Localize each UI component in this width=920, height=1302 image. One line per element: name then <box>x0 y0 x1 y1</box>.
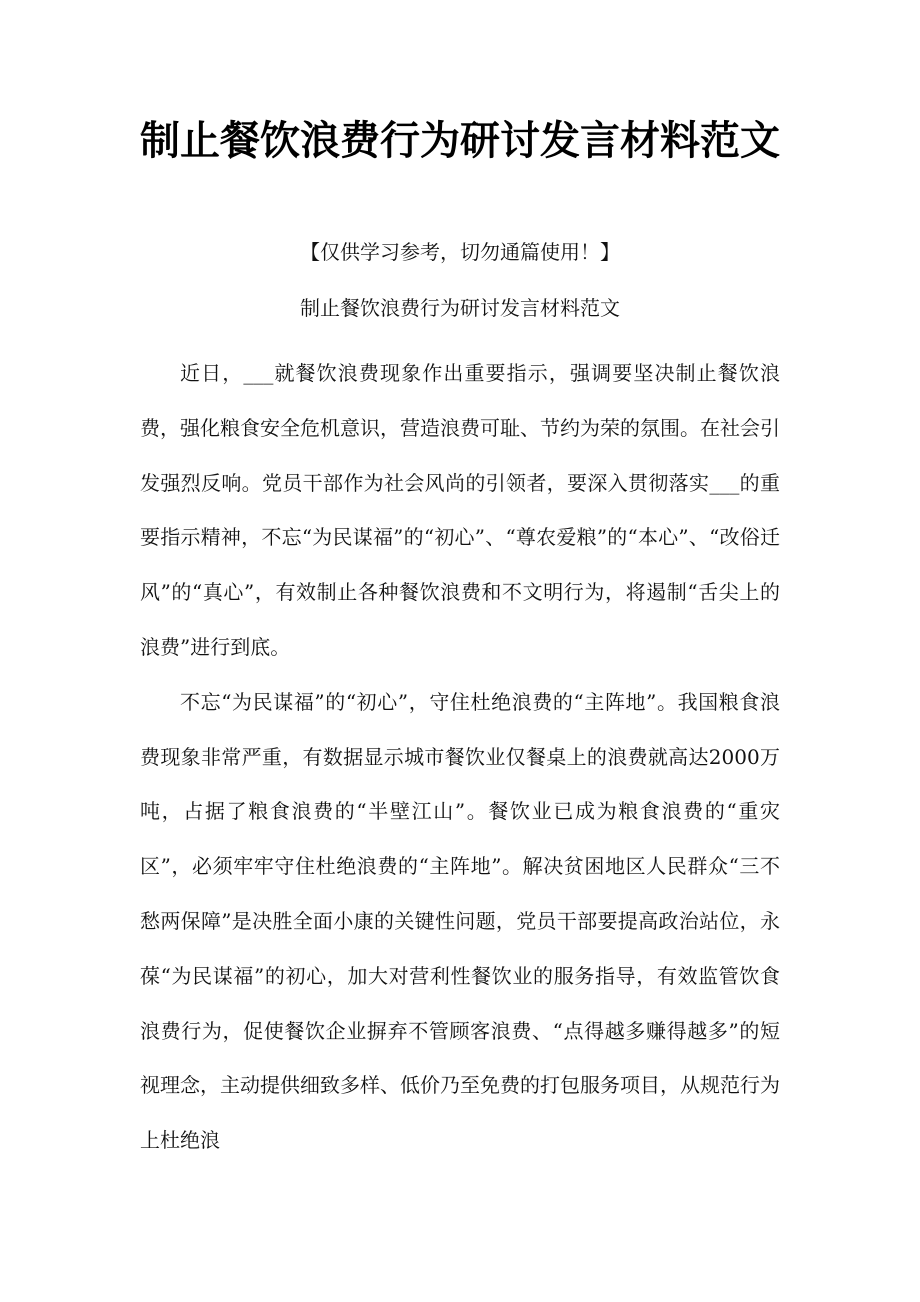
paragraph-2: 不忘“为民谋福”的“初心”，守住杜绝浪费的“主阵地”。我国粮食浪费现象非常严重，有数据显示城市餐饮业仅餐桌上的浪费就高达2000万吨，占据了粮食浪费的“半壁江山”。餐饮业已成为粮食浪费的“重灾区”，必须牢牢守住杜绝浪费的“主阵地”。解决贫困地区人民群众“三不愁两保障”是决胜全面小康的关键性问题，党员干部要提高政治站位，永葆“为民谋福”的初心，加大对营利性餐饮业的服务指导，有效监管饮食浪费行为，促使餐饮企业摒弃不管顾客浪费、“点得越多赚得越多”的短视理念，主动提供细致多样、低价乃至免费的打包服务项目，从规范行为上杜绝浪 <box>140 689 780 1153</box>
document-body <box>140 346 780 1168</box>
document-subtitle: 制止餐饮浪费行为研讨发言材料范文 <box>300 296 620 320</box>
document-title: 制止餐饮浪费行为研讨发言材料范文 <box>140 118 780 164</box>
usage-notice: 【仅供学习参考，切勿通篇使用！】 <box>300 240 620 264</box>
paragraph-1: 近日，___就餐饮浪费现象作出重要指示，强调要坚决制止餐饮浪费，强化粮食安全危机意识，营造浪费可耻、节约为荣的氛围。在社会引发强烈反响。党员干部作为社会风尚的引领者，要深入贯彻落实___的重要指示精神，不忘“为民谋福”的“初心”、“尊农爱粮”的“本心”、“改俗迁风”的“真心”，有效制止各种餐饮浪费和不文明行为，将遏制“舌尖上的浪费”进行到底。 <box>140 361 780 659</box>
